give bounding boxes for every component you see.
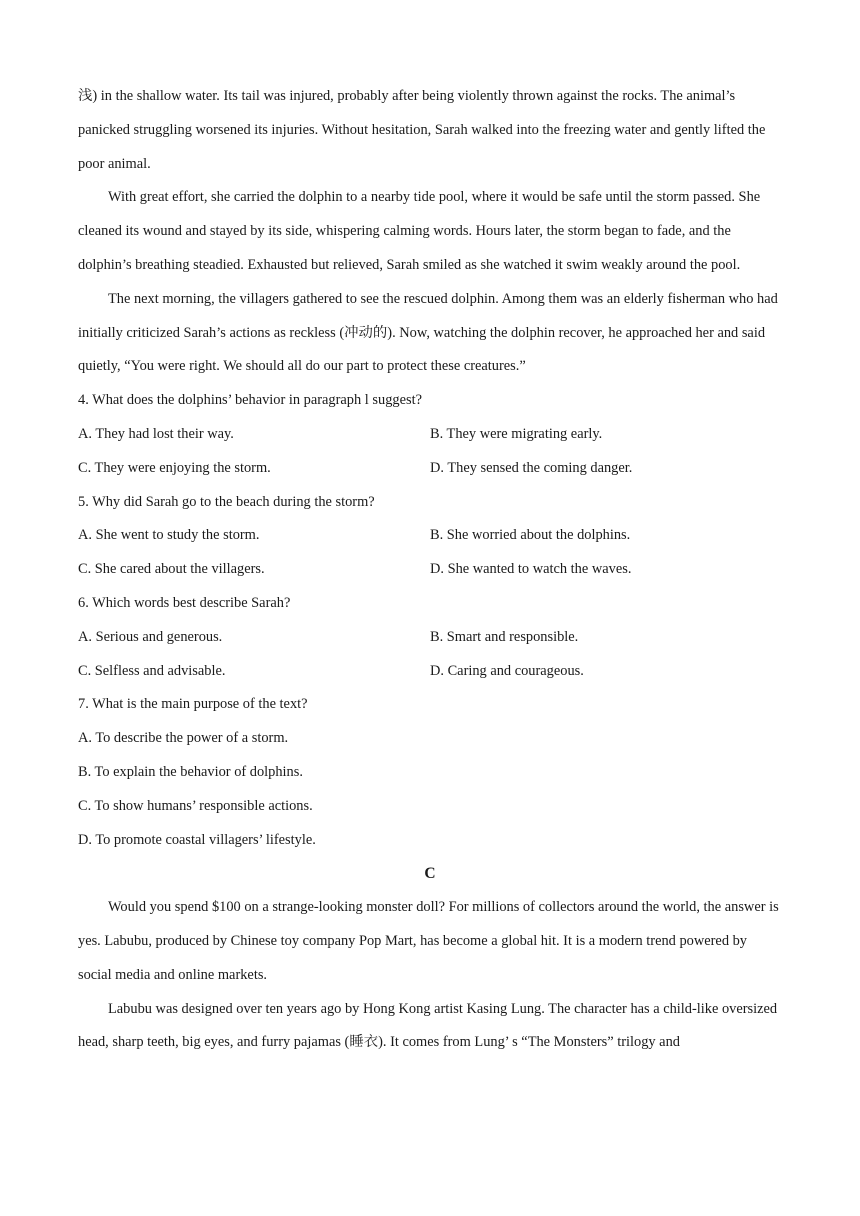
option-list <box>78 418 782 486</box>
passage-b-paragraph-continued: 浅) in the shallow water. Its tail was injured, probably after being violently thrown against the rocks. The animal’s panicked struggling worsened its injuries. Without hesitation, Sarah walked into the freezing water and gently lifted the poor animal. <box>78 88 766 172</box>
option-d: D. They sensed the coming danger. <box>430 459 633 476</box>
document-content <box>78 80 782 1060</box>
question-stem: 5. Why did Sarah go to the beach during the storm? <box>78 493 375 510</box>
question-stem: 6. Which words best describe Sarah? <box>78 594 291 611</box>
question-stem: 4. What does the dolphins’ behavior in paragraph l suggest? <box>78 392 422 409</box>
question-7 <box>78 688 782 857</box>
option-a: A. To describe the power of a storm. <box>78 730 289 747</box>
passage-b-paragraph-2: With great effort, she carried the dolphin to a nearby tide pool, where it would be safe until the storm passed. She cleaned its wound and stayed by its side, whispering calming words. Hours later, the storm began to fade, and the dolphin’s breathing steadied. Exhausted but relieved, Sarah smiled as she watched it swim weakly around the pool. <box>78 189 761 273</box>
option-b: B. To explain the behavior of dolphins. <box>78 763 303 780</box>
option-c: C. They were enjoying the storm. <box>78 459 271 476</box>
passage-c-paragraph-1: Would you spend $100 on a strange-looking monster doll? For millions of collectors around the world, the answer is yes. Labubu, produced by Chinese toy company Pop Mart, has become a global hit. It is a modern trend powered by social media and online markets. <box>78 899 779 983</box>
option-c: C. Selfless and advisable. <box>78 662 226 679</box>
option-list <box>78 519 782 587</box>
passage-b-paragraph-3: The next morning, the villagers gathered to see the rescued dolphin. Among them was an elderly fisherman who had initially criticized Sarah’s actions as reckless (冲动的). Now, watching the dolphin recover, he approached her and said quietly, “You were right. We should all do our part to protect these creatures.” <box>78 290 778 375</box>
option-b: B. They were migrating early. <box>430 425 603 442</box>
option-b: B. Smart and responsible. <box>430 628 579 645</box>
option-d: D. Caring and courageous. <box>430 662 584 679</box>
option-list <box>78 621 782 689</box>
option-a: A. They had lost their way. <box>78 425 234 442</box>
option-c: C. She cared about the villagers. <box>78 561 265 578</box>
option-d: D. She wanted to watch the waves. <box>430 561 632 578</box>
option-a: A. She went to study the storm. <box>78 527 260 544</box>
option-d: D. To promote coastal villagers’ lifestyle. <box>78 831 316 848</box>
option-a: A. Serious and generous. <box>78 628 223 645</box>
question-4 <box>78 384 782 485</box>
section-heading-c: C <box>424 865 436 883</box>
option-c: C. To show humans’ responsible actions. <box>78 797 313 814</box>
question-stem: 7. What is the main purpose of the text? <box>78 696 308 713</box>
question-5 <box>78 486 782 587</box>
option-list <box>78 722 782 857</box>
passage-c-paragraph-2: Labubu was designed over ten years ago by Hong Kong artist Kasing Lung. The character has a child-like oversized head, sharp teeth, big eyes, and furry pajamas (睡衣). It comes from Lung’ s “The Monsters” trilogy and <box>78 1000 778 1051</box>
question-6 <box>78 587 782 688</box>
option-b: B. She worried about the dolphins. <box>430 527 631 544</box>
